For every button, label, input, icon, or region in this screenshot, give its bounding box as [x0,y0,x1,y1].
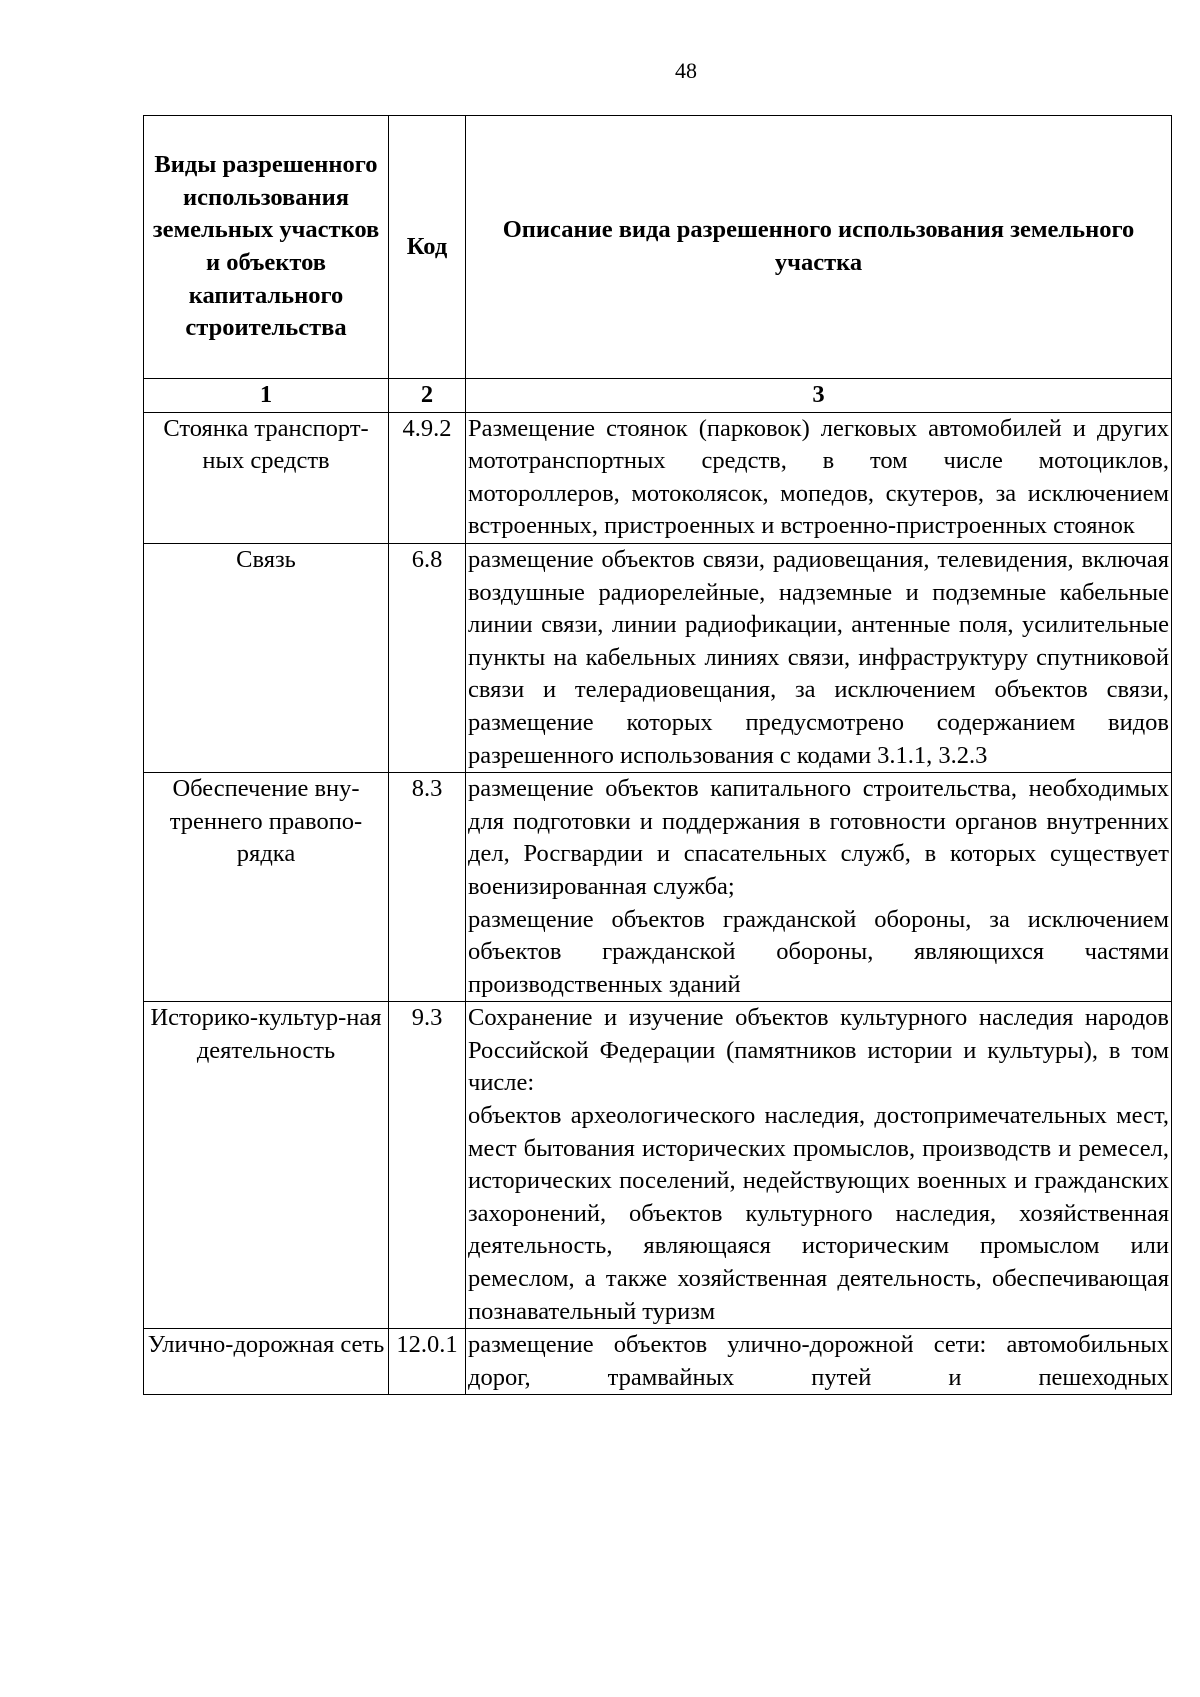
header-code: Код [389,116,466,379]
land-use-table [143,115,1172,1395]
column-number-2: 2 [389,379,466,413]
row-name: Стоянка транспорт-ных средств [144,412,389,543]
row-description [466,1002,1172,1329]
description-paragraph: Сохранение и изучение объектов культурного наследия народов Российской Федерации (памятников истории и культуры), в том числе: [468,1004,1169,1097]
row-description [466,1329,1172,1395]
table-row [144,1002,1172,1329]
table-header-row [144,116,1172,379]
header-description: Описание вида разрешенного использования земельного участка [466,116,1172,379]
row-name: Историко-культур-ная деятельность [144,1002,389,1329]
description-paragraph: размещение объектов капитального строительства, необходимых для подготовки и поддержания в готовности органов внутренних дел, Росгвардии и спасательных служб, в которых существует военизированная служба; [468,775,1169,900]
table-row [144,773,1172,1002]
description-paragraph: размещение объектов улично-дорожной сети: автомобильных дорог, трамвайных путей и пешеходных [468,1331,1169,1391]
row-code: 8.3 [389,773,466,1002]
description-paragraph: Размещение стоянок (парковок) легковых автомобилей и других мототранспортных средств, в том числе мотоциклов, мотороллеров, мотоколясок, мопедов, скутеров, за исключением встроенных, пристроенных и встроенно-пристроенных стоянок [468,414,1169,540]
row-description [466,412,1172,543]
table-row [144,543,1172,772]
row-description [466,773,1172,1002]
header-land-use-type: Виды разрешенного использования земельных участков и объектов капитального строительства [144,116,389,379]
column-number-3: 3 [466,379,1172,413]
row-name: Улично-дорожная сеть [144,1329,389,1395]
column-number-1: 1 [144,379,389,413]
table-row [144,1329,1172,1395]
page-number: 48 [675,58,697,83]
table-row [144,412,1172,543]
description-paragraph: размещение объектов гражданской обороны, за исключением объектов гражданской обороны, являющихся частями производственных зданий [468,905,1169,998]
row-code: 9.3 [389,1002,466,1329]
description-paragraph: размещение объектов связи, радиовещания, телевидения, включая воздушные радиорелейные, надземные и подземные кабельные линии связи, линии радиофикации, антенные поля, усилительные пункты на кабельных линиях связи, инфраструктуру спутниковой связи и телерадиовещания, за исключением объектов связи, размещение которых предусмотрено содержанием видов разрешенного использования с кодами 3.1.1, 3.2.3 [468,545,1169,769]
row-description [466,543,1172,772]
row-name: Связь [144,543,389,772]
row-code: 4.9.2 [389,412,466,543]
row-code: 6.8 [389,543,466,772]
description-paragraph: объектов археологического наследия, достопримечательных мест, мест бытования исторических промыслов, производств и ремесел, исторических поселений, недействующих военных и гражданских захоронений, объектов культурного наследия, хозяйственная деятельность, являющаяся историческим промыслом или ремеслом, а также хозяйственная деятельность, обеспечивающая познавательный туризм [468,1102,1169,1325]
row-name: Обеспечение вну-треннего правопо-рядка [144,773,389,1002]
column-number-row [144,379,1172,413]
row-code: 12.0.1 [389,1329,466,1395]
